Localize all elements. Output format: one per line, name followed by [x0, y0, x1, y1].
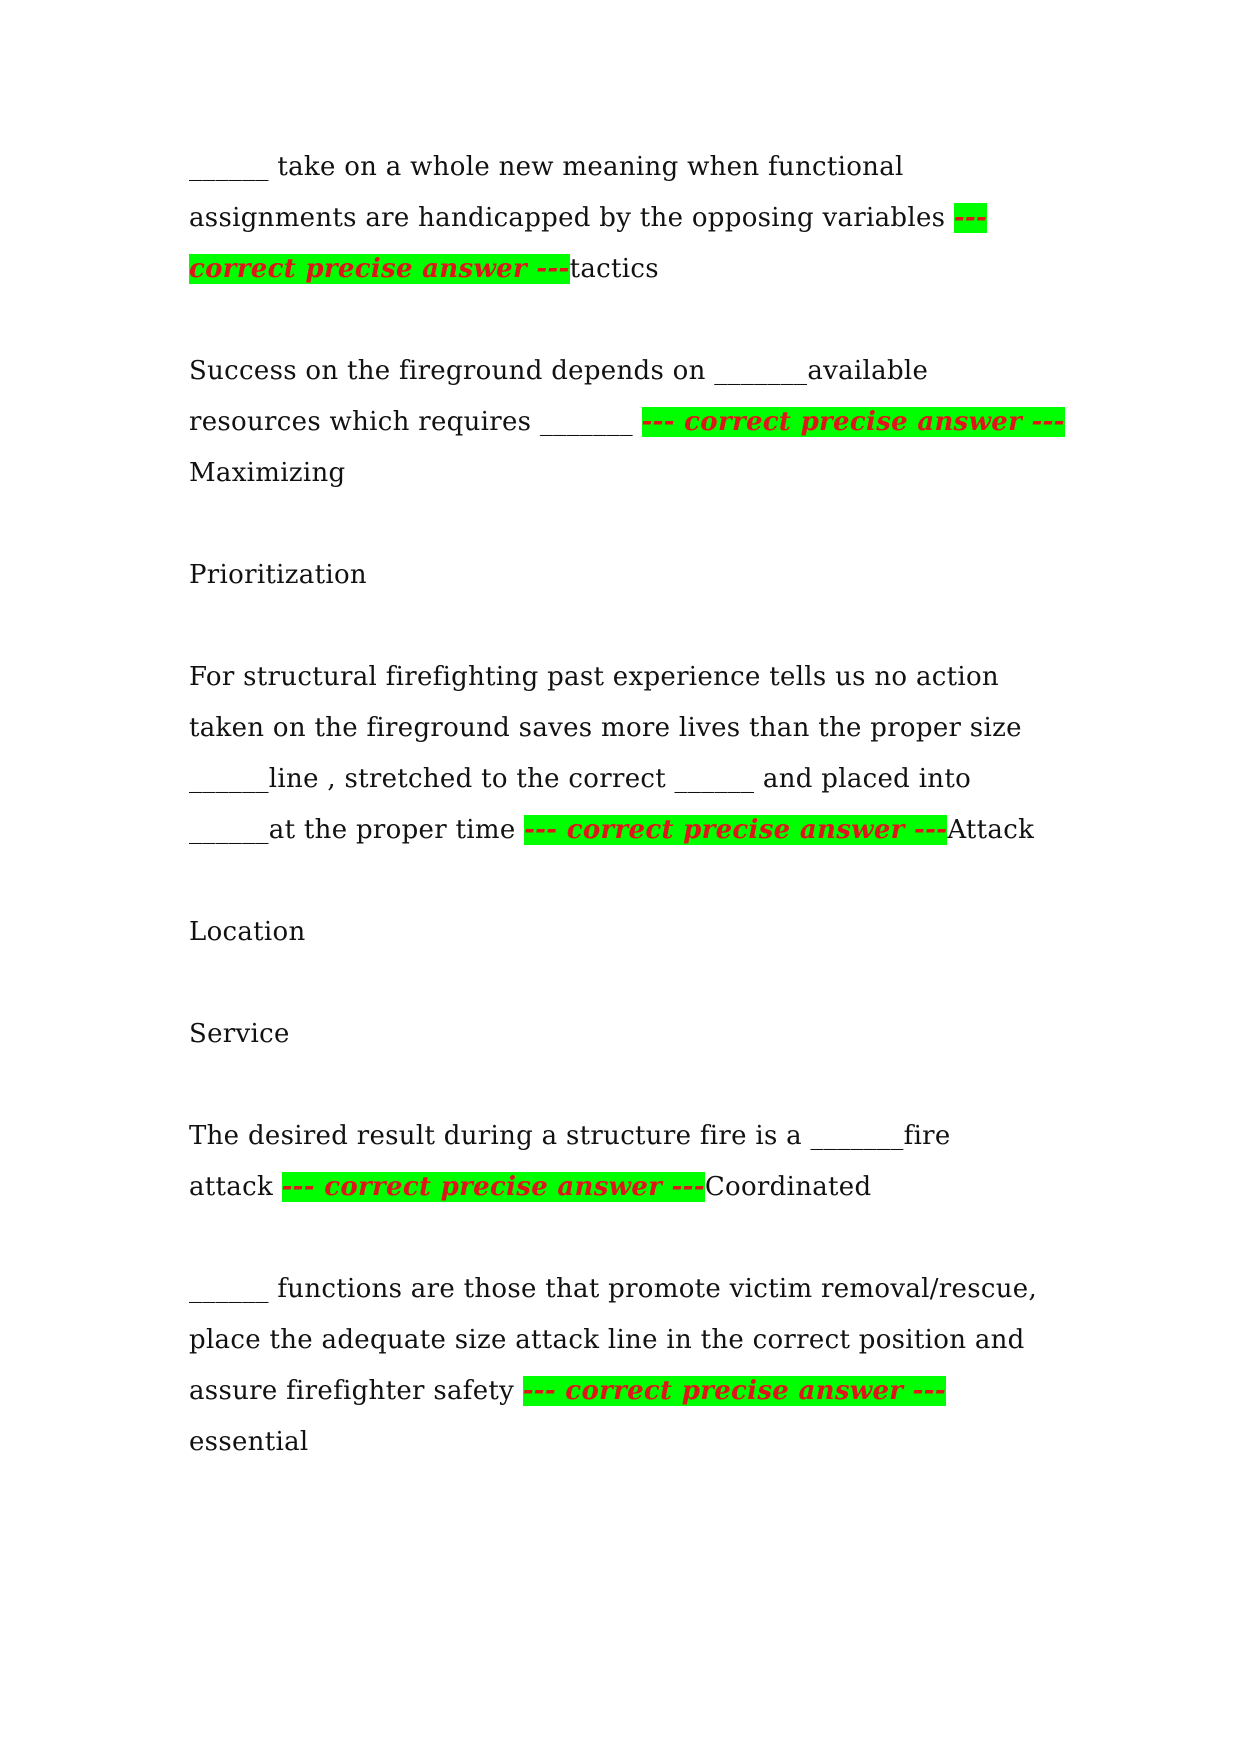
q5-text-2: place the adequate size attack line in the correct position and	[189, 1325, 1025, 1355]
q2-text-1: Success on the fireground depends on _______available	[189, 356, 929, 386]
q1-text-1: ______ take on a whole new meaning when functional	[189, 152, 904, 182]
q5-line-2	[189, 1315, 1089, 1366]
q1-line-1	[189, 142, 1089, 193]
q1-answer-highlight-start: ---	[953, 203, 988, 233]
q2-answer-highlight: --- correct precise answer ---	[641, 407, 1065, 437]
spacer	[189, 856, 1089, 907]
q1-line-2	[189, 193, 1089, 244]
q4-answer: Coordinated	[704, 1172, 872, 1202]
q2-answer-text-1: Maximizing	[189, 458, 346, 488]
q4-text-2: attack	[189, 1172, 282, 1202]
q3-answer-highlight: --- correct precise answer ---	[524, 815, 948, 845]
spacer	[189, 295, 1089, 346]
q3-line-1	[189, 652, 1089, 703]
q3-answer: Attack	[947, 815, 1035, 845]
q4-line-1	[189, 1111, 1089, 1162]
q5-text-3: assure firefighter safety	[189, 1376, 523, 1406]
spacer	[189, 1060, 1089, 1111]
q4-line-2	[189, 1162, 1089, 1213]
q4-text-1: The desired result during a structure fire is a _______fire	[189, 1121, 951, 1151]
q1-answer: tactics	[569, 254, 659, 284]
q3-text-1: For structural firefighting past experience tells us no action	[189, 662, 999, 692]
spacer	[189, 601, 1089, 652]
q5-line-1	[189, 1264, 1089, 1315]
q3-line-4	[189, 805, 1089, 856]
spacer	[189, 958, 1089, 1009]
spacer	[189, 499, 1089, 550]
q3-text-4: ______at the proper time	[189, 815, 525, 845]
q2-answer-text-2: Prioritization	[189, 560, 367, 590]
spacer	[189, 1213, 1089, 1264]
q5-answer-line	[189, 1417, 1089, 1468]
q1-text-2: assignments are handicapped by the opposing variables	[189, 203, 954, 233]
q2-answer-1	[189, 448, 1089, 499]
q5-answer-highlight: --- correct precise answer ---	[522, 1376, 946, 1406]
q1-line-3	[189, 244, 1089, 295]
q3-line-3	[189, 754, 1089, 805]
q5-line-3	[189, 1366, 1089, 1417]
q1-answer-highlight-end: correct precise answer ---	[189, 254, 570, 284]
q2-line-2	[189, 397, 1089, 448]
q3-text-3: ______line , stretched to the correct ______ and placed into	[189, 764, 972, 794]
q2-line-1	[189, 346, 1089, 397]
q3-answer-text-2: Location	[189, 917, 306, 947]
q5-answer: essential	[189, 1427, 309, 1457]
q3-answer-3	[189, 1009, 1089, 1060]
document-page	[189, 142, 1089, 1468]
q2-answer-2	[189, 550, 1089, 601]
q3-line-2	[189, 703, 1089, 754]
q2-text-2: resources which requires _______	[189, 407, 642, 437]
q3-answer-text-3: Service	[189, 1019, 290, 1049]
q3-answer-2	[189, 907, 1089, 958]
q3-text-2: taken on the fireground saves more lives than the proper size	[189, 713, 1022, 743]
q5-text-1: ______ functions are those that promote victim removal/rescue,	[189, 1274, 1038, 1304]
q4-answer-highlight: --- correct precise answer ---	[281, 1172, 705, 1202]
